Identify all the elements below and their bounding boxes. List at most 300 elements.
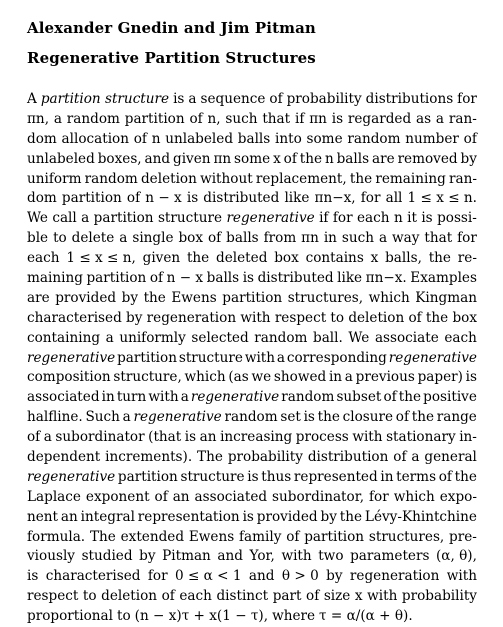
abstract-word: part — [272, 588, 302, 605]
abstract-line — [27, 170, 477, 190]
abstract-word: associated — [27, 389, 100, 406]
abstract-word: is — [186, 190, 199, 207]
abstract-word: increments). — [105, 449, 193, 466]
abstract-word: partition structure — [40, 91, 170, 107]
abstract-word: regenerative — [133, 409, 222, 426]
abstract-word: to — [53, 230, 67, 247]
abstract-word: studied — [81, 548, 133, 565]
abstract-line — [27, 269, 477, 289]
abstract-word: in — [380, 468, 394, 485]
abstract-word: n − x — [166, 270, 204, 287]
abstract-word: call — [52, 210, 77, 227]
abstract-word: balls — [237, 130, 271, 147]
abstract-line — [27, 528, 477, 548]
abstract-word: of — [208, 230, 222, 247]
abstract-line — [27, 567, 477, 587]
abstract-line — [27, 150, 477, 170]
abstract-word: dom — [27, 130, 57, 147]
abstract-word: partition — [86, 270, 147, 287]
abstract-word: some — [234, 150, 271, 167]
abstract-word: allocation — [61, 130, 129, 147]
abstract-word: characterised — [45, 568, 141, 585]
abstract-line — [27, 289, 477, 309]
abstract-word: family — [238, 528, 282, 545]
abstract-word: Yor, — [249, 548, 275, 565]
abstract-word: closure — [342, 409, 394, 426]
abstract-word: to — [116, 608, 131, 625]
abstract-word: ball. — [313, 329, 343, 346]
abstract-word: showed — [273, 369, 327, 386]
abstract-word: a — [105, 329, 114, 346]
abstract-word: composition — [27, 369, 111, 386]
abstract-word: a — [411, 449, 420, 466]
abstract-word: Ewens — [188, 528, 235, 545]
abstract-word: for — [457, 230, 477, 247]
abstract-word: x — [273, 150, 281, 167]
abstract-word: contains — [305, 250, 364, 267]
abstract-word: dom — [27, 190, 57, 207]
abstract-word: probability — [401, 588, 477, 605]
abstract-line — [27, 388, 477, 408]
abstract-line — [27, 189, 477, 209]
abstract-word: that — [424, 230, 453, 247]
abstract-word: in — [101, 389, 115, 406]
abstract-word: a — [53, 110, 62, 127]
abstract-word: (as — [228, 369, 249, 386]
abstract-word: (α, θ), — [436, 548, 477, 565]
abstract-word: balls, — [385, 250, 422, 267]
abstract-word: We — [27, 210, 48, 227]
abstract-word: a — [378, 230, 388, 247]
abstract-word: n — [151, 130, 161, 147]
abstract-word: the — [454, 468, 477, 485]
abstract-word: box — [452, 309, 477, 326]
abstract-word: an — [172, 488, 190, 505]
abstract-word: respect — [27, 588, 79, 605]
abstract-word: πn−x, — [314, 190, 356, 207]
abstract-word: is — [27, 568, 39, 585]
abstract-word: πn — [213, 150, 232, 167]
abstract-line — [27, 209, 477, 229]
abstract-word: deletion — [140, 170, 197, 187]
abstract-word: with — [281, 548, 312, 565]
abstract-word: 1 ≤ x ≤ n. — [407, 190, 477, 207]
abstract-word: πn−x. — [365, 270, 407, 287]
abstract-word: of — [306, 588, 320, 605]
abstract-word: x — [354, 588, 363, 605]
abstract-word: for — [369, 488, 389, 505]
abstract-line — [27, 488, 477, 508]
abstract-word: are — [27, 289, 50, 306]
abstract-line — [27, 90, 477, 110]
abstract-word: characterised — [27, 309, 122, 326]
abstract-word: replacement, — [255, 170, 347, 187]
abstract-word: of — [463, 130, 477, 147]
abstract-line — [27, 508, 477, 528]
abstract-word: random — [347, 130, 401, 147]
abstract-word: selected — [191, 329, 249, 346]
abstract-word: re- — [457, 250, 477, 267]
paper-page — [27, 18, 477, 627]
abstract-word: We — [348, 329, 370, 346]
abstract-word: and — [248, 568, 275, 585]
abstract-word: each — [444, 329, 477, 346]
abstract-word: deletion — [101, 588, 158, 605]
abstract-word: that — [262, 110, 291, 127]
abstract-word: Pitman — [162, 548, 211, 565]
abstract-word: we — [251, 369, 272, 386]
abstract-word: like — [284, 190, 310, 207]
abstract-word: regenerative — [226, 210, 315, 227]
abstract-word: regenerative — [190, 389, 280, 406]
abstract-word: regenerative — [27, 468, 116, 485]
abstract-word: with — [240, 309, 271, 326]
abstract-word: subset — [336, 389, 382, 406]
abstract-word: maining — [27, 270, 83, 287]
abstract-word: n − x — [145, 190, 182, 207]
abstract-word: balls — [336, 150, 370, 167]
abstract-word: to — [82, 588, 97, 605]
abstract-word: πn, — [27, 110, 50, 127]
abstract-word: each — [27, 250, 60, 267]
abstract-word: sequence — [200, 91, 266, 107]
abstract-word: a — [435, 110, 445, 127]
abstract-word: is — [331, 110, 344, 127]
abstract-word: random — [84, 170, 138, 187]
abstract-word: πn — [301, 230, 319, 247]
abstract-word: boxes, — [97, 150, 142, 167]
abstract-word: random — [254, 329, 308, 346]
abstract-word: (that — [148, 429, 182, 446]
abstract-word: balls — [206, 270, 240, 287]
abstract-word: is — [303, 409, 315, 426]
abstract-word: of — [395, 409, 409, 426]
abstract-word: terms — [396, 468, 437, 485]
abstract-word: formula. — [27, 528, 86, 545]
abstract-word: it — [407, 210, 417, 227]
abstract-word: all — [385, 190, 403, 207]
abstract-word: pre- — [449, 528, 477, 545]
abstract-word: each — [357, 210, 390, 227]
abstract-word: nent — [27, 508, 59, 525]
abstract-word: distributed — [257, 270, 334, 287]
abstract-word: of — [408, 309, 422, 326]
abstract-word: turn — [116, 389, 147, 406]
abstract-word: regenerative — [27, 349, 116, 366]
abstract-word: subordinator, — [272, 488, 365, 505]
abstract-word: as — [416, 110, 432, 127]
abstract-word: which — [368, 289, 410, 306]
abstract-word: distribution — [307, 449, 389, 466]
abstract-word: if — [294, 110, 305, 127]
abstract-word: a — [122, 409, 131, 426]
abstract-word: given — [173, 150, 211, 167]
abstract-word: with — [148, 389, 179, 406]
paper-title: Regenerative Partition Structures — [27, 49, 316, 67]
abstract-word: partition — [124, 110, 185, 127]
abstract-word: structure — [180, 468, 245, 485]
abstract-word: by — [326, 568, 343, 585]
abstract-word: of — [438, 468, 452, 485]
abstract-word: each — [179, 588, 212, 605]
abstract-word: n, — [207, 110, 221, 127]
abstract-word: distinct — [216, 588, 269, 605]
abstract-word: viously — [27, 548, 75, 565]
abstract-word: θ > 0 — [281, 568, 319, 585]
abstract-word: process — [295, 429, 349, 446]
abstract-word: set — [280, 409, 301, 426]
abstract-word: the — [143, 289, 166, 306]
abstract-word: from — [263, 230, 297, 247]
abstract-line — [27, 130, 477, 150]
abstract-word: the — [411, 409, 434, 426]
abstract-word: remaining — [375, 170, 446, 187]
abstract-word: which — [184, 369, 226, 386]
abstract-word: probability — [227, 449, 303, 466]
abstract-word: where — [272, 608, 316, 625]
abstract-word: general — [424, 449, 477, 466]
abstract-word: the — [349, 170, 373, 187]
abstract-word: and — [144, 150, 171, 167]
abstract-word: of — [149, 270, 164, 287]
abstract-word: increasing — [220, 429, 293, 446]
abstract-word: previous — [355, 369, 415, 386]
abstract-word: uniformly — [119, 329, 186, 346]
abstract-word: are — [372, 150, 395, 167]
abstract-word: with — [244, 349, 276, 366]
abstract-word: regenerative — [388, 349, 477, 366]
abstract-word: 0 ≤ α < 1 — [174, 568, 242, 585]
abstract-word: of — [269, 91, 283, 107]
abstract-word: a — [119, 230, 128, 247]
abstract-word: Lévy-Khintchine — [364, 508, 477, 525]
abstract-word: for — [360, 190, 381, 207]
abstract-word: to — [330, 309, 345, 326]
abstract-word: stationary — [386, 429, 456, 446]
abstract-word: of — [126, 190, 141, 207]
abstract-line — [27, 607, 477, 627]
abstract-word: ble — [27, 230, 49, 247]
abstract-line — [27, 587, 477, 607]
abstract-word: an — [60, 508, 78, 525]
abstract-word: halfline. — [27, 409, 83, 426]
abstract-word: into — [275, 130, 302, 147]
abstract-word: The — [197, 449, 223, 466]
abstract-word: of — [189, 110, 203, 127]
abstract-word: Kingman — [415, 289, 477, 306]
abstract-word: of — [161, 588, 175, 605]
abstract-word: without — [200, 170, 253, 187]
abstract-word: a — [344, 369, 353, 386]
abstract-word: ran- — [448, 170, 477, 187]
paper-authors: Alexander Gnedin and Jim Pitman — [27, 19, 316, 37]
abstract-word: the — [425, 309, 449, 326]
abstract-word: the — [186, 250, 210, 267]
abstract-word: is — [242, 270, 255, 287]
abstract-word: the — [398, 389, 422, 406]
abstract-word: (n − x)τ + x(1 − τ), — [134, 608, 269, 625]
abstract-word: by — [121, 289, 139, 306]
abstract-line — [27, 368, 477, 388]
abstract-word: of — [286, 528, 300, 545]
abstract-word: positive — [423, 389, 477, 406]
abstract-word: delete — [71, 230, 115, 247]
abstract-word: partition — [117, 468, 178, 485]
abstract-word: deletion — [348, 309, 405, 326]
abstract-word: the — [299, 150, 323, 167]
abstract-word: a — [81, 210, 90, 227]
abstract-word: of — [27, 429, 41, 446]
abstract-word: structures, — [287, 289, 364, 306]
abstract-word: distributions — [365, 91, 454, 107]
abstract-word: of — [133, 130, 147, 147]
abstract-word: provided — [55, 289, 117, 306]
abstract-word: πn — [309, 110, 327, 127]
abstract-word: balls — [226, 230, 259, 247]
abstract-line — [27, 448, 477, 468]
abstract-word: random — [224, 409, 278, 426]
abstract-word: parameters — [350, 548, 430, 565]
abstract-word: Such — [85, 409, 120, 426]
abstract-word: exponent — [85, 488, 150, 505]
abstract-word: random — [66, 110, 120, 127]
abstract-word: removed — [397, 150, 458, 167]
abstract-word: partition — [117, 349, 177, 366]
abstract-word: the — [317, 409, 340, 426]
abstract-word: range — [436, 409, 477, 426]
abstract-word: partition — [61, 190, 122, 207]
abstract-word: probability — [286, 91, 362, 107]
abstract-word: 1 ≤ x ≤ n, — [66, 250, 136, 267]
abstract-word: expo- — [439, 488, 477, 505]
abstract-word: number — [405, 130, 459, 147]
abstract-word: unlabeled — [165, 130, 234, 147]
abstract-line — [27, 468, 477, 488]
abstract-word: with — [446, 568, 477, 585]
abstract-word: like — [337, 270, 363, 287]
abstract-word: is — [184, 429, 197, 446]
abstract-word: corresponding — [286, 349, 387, 366]
abstract-word: by — [460, 150, 477, 167]
abstract-word: some — [306, 130, 343, 147]
abstract-word: for — [457, 91, 477, 107]
abstract-line — [27, 249, 477, 269]
abstract-word: a — [276, 349, 285, 366]
abstract-word: deleted — [216, 250, 268, 267]
abstract-word: x — [370, 250, 379, 267]
abstract-word: is — [173, 91, 185, 107]
abstract-word: represented — [293, 468, 378, 485]
abstract-word: τ = α/(α + θ). — [319, 608, 413, 625]
abstract-word: partition — [304, 528, 365, 545]
abstract-word: containing — [27, 329, 101, 346]
abstract-word: in — [328, 369, 343, 386]
abstract-word: ran- — [448, 110, 477, 127]
abstract-word: a — [180, 389, 189, 406]
abstract-word: is — [465, 369, 477, 386]
abstract-word: box — [274, 250, 299, 267]
abstract-word: distributed — [203, 190, 280, 207]
abstract-word: regeneration — [146, 309, 237, 326]
abstract-word: proportional — [27, 608, 113, 625]
abstract-word: possi- — [437, 210, 477, 227]
abstract-word: dependent — [27, 449, 101, 466]
abstract-word: associated — [194, 488, 268, 505]
abstract-word: by — [126, 309, 143, 326]
abstract-word: which — [393, 488, 435, 505]
abstract-word: uniform — [27, 170, 82, 187]
abstract-line — [27, 110, 477, 130]
abstract-line — [27, 428, 477, 448]
abstract-word: and — [217, 548, 243, 565]
abstract-word: structures, — [368, 528, 445, 545]
abstract-word: thus — [261, 468, 292, 485]
abstract-word: Laplace — [27, 488, 81, 505]
abstract-word: partition — [222, 289, 283, 306]
abstract-word: partition — [93, 210, 154, 227]
abstract-word: of — [283, 150, 297, 167]
abstract-word: integral — [80, 508, 135, 525]
abstract-word: Ewens — [171, 289, 217, 306]
abstract-word: random — [281, 389, 335, 406]
abstract-line — [27, 547, 477, 567]
abstract-line — [27, 229, 477, 249]
abstract-word: size — [323, 588, 351, 605]
abstract-word: box — [178, 230, 204, 247]
abstract-word: representation — [137, 508, 240, 525]
abstract-word: in- — [459, 429, 477, 446]
abstract-word: extended — [120, 528, 185, 545]
abstract-word: of — [154, 488, 168, 505]
abstract-word: by — [139, 548, 156, 565]
abstract-word: of — [393, 449, 407, 466]
abstract-word: a — [43, 429, 52, 446]
abstract-word: such — [225, 110, 258, 127]
abstract-word: single — [132, 230, 174, 247]
abstract-word: such — [341, 230, 374, 247]
abstract-word: way — [392, 230, 420, 247]
abstract-line — [27, 329, 477, 349]
abstract-word: structure — [178, 349, 243, 366]
abstract-word: associate — [374, 329, 439, 346]
abstract-word: with — [352, 429, 383, 446]
abstract-word: regeneration — [349, 568, 440, 585]
abstract-word: two — [318, 548, 344, 565]
abstract-line — [27, 408, 477, 428]
abstract-word: in — [323, 230, 337, 247]
abstract-word: given — [142, 250, 181, 267]
abstract-word: respect — [274, 309, 327, 326]
abstract-word: the — [339, 508, 363, 525]
abstract-word: unlabeled — [27, 150, 95, 167]
abstract-line — [27, 349, 477, 369]
abstract-word: is — [421, 210, 433, 227]
abstract-word: by — [320, 508, 337, 525]
abstract-word: subordinator — [55, 429, 145, 446]
abstract-word: is — [247, 468, 259, 485]
abstract-line — [27, 309, 477, 329]
abstract-word: structure, — [113, 369, 182, 386]
abstract-body — [27, 90, 477, 627]
abstract-word: is — [242, 508, 254, 525]
abstract-word: with — [367, 588, 398, 605]
abstract-word: A — [27, 91, 37, 107]
abstract-word: regarded — [347, 110, 412, 127]
abstract-word: of — [383, 389, 397, 406]
abstract-word: for — [332, 210, 353, 227]
abstract-word: structure — [157, 210, 223, 227]
abstract-word: n — [324, 150, 334, 167]
